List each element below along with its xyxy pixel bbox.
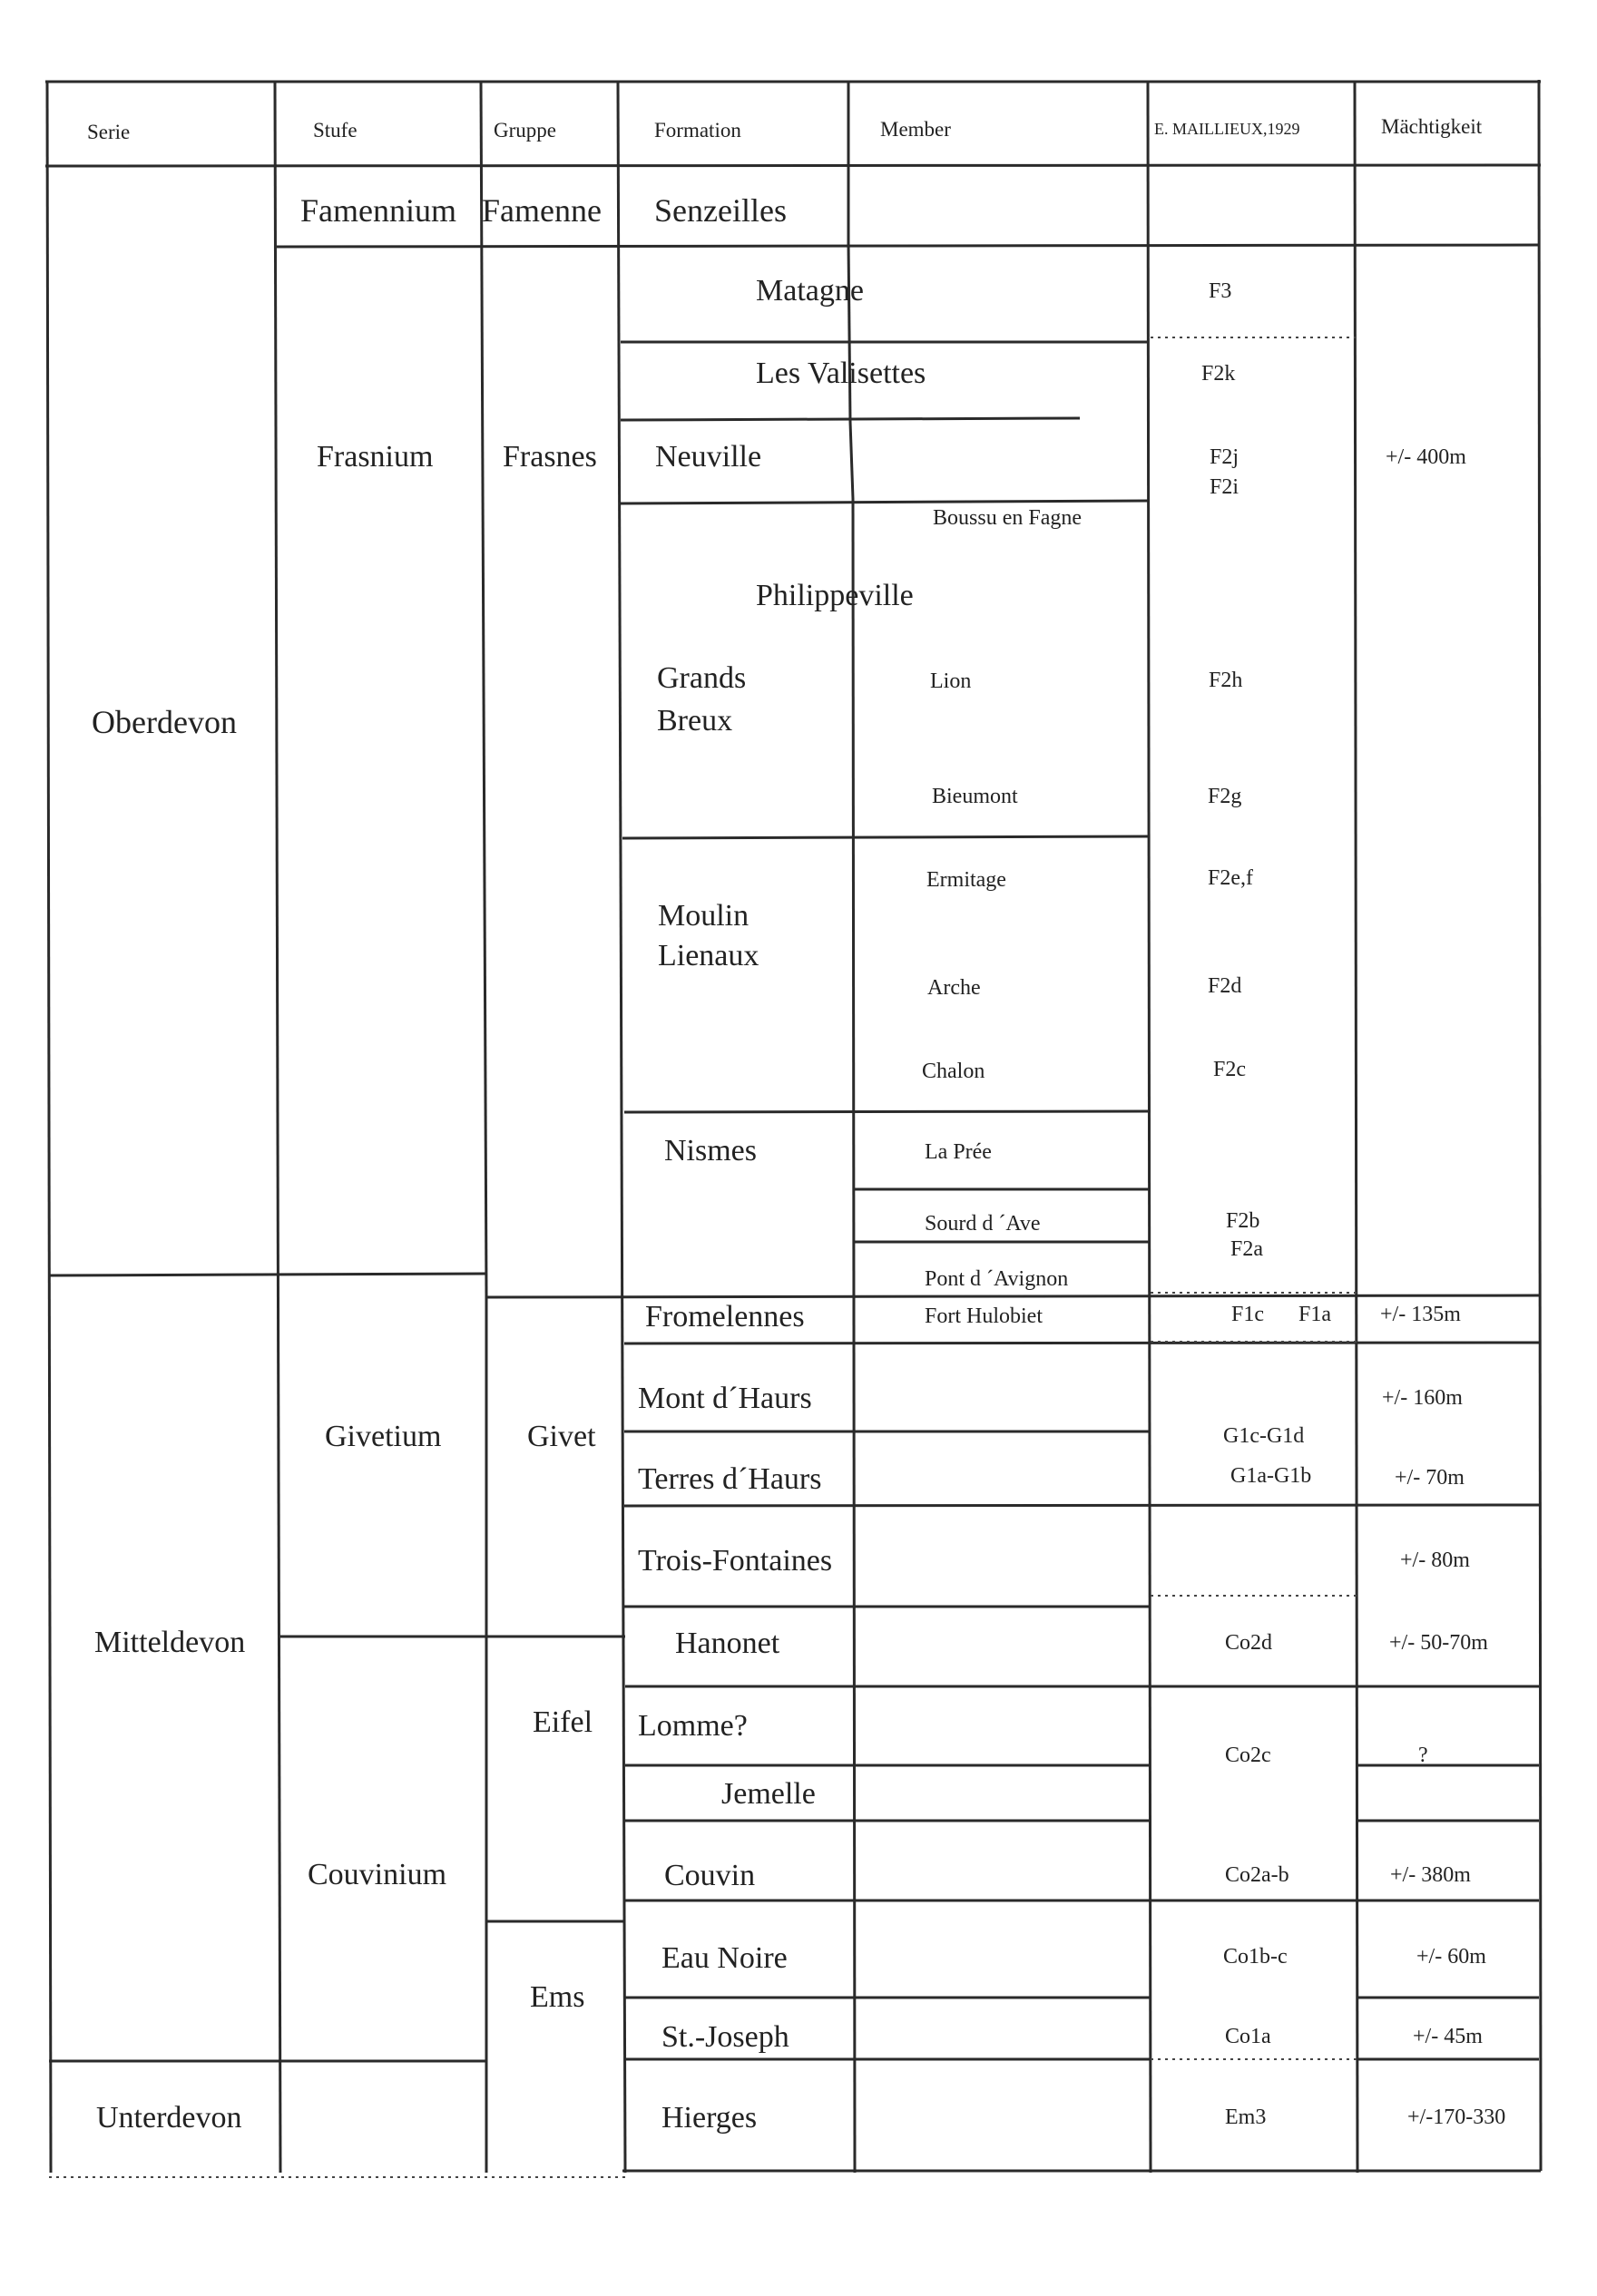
formation-senzeilles: Senzeilles (654, 192, 787, 229)
code-co2c: Co2c (1225, 1744, 1271, 1767)
thickness-trois-fontaines: +/- 80m (1400, 1549, 1470, 1572)
formation-trois-fontaines: Trois-Fontaines (638, 1544, 833, 1578)
member-boussu: Boussu en Fagne (933, 506, 1082, 530)
formation-lienaux: Lienaux (658, 939, 759, 972)
code-em3: Em3 (1225, 2105, 1267, 2129)
frame-left (47, 82, 51, 2173)
thickness-fromelennes: +/- 135m (1380, 1303, 1461, 1326)
code-g1c-g1d: G1c-G1d (1223, 1424, 1305, 1448)
col-formation-right-b (853, 499, 855, 2173)
header-formation: Formation (654, 119, 741, 142)
member-fort-hulobiet: Fort Hulobiet (925, 1304, 1043, 1328)
serie-oberdevon: Oberdevon (92, 704, 237, 740)
col-stufe-right (481, 82, 486, 1295)
code-f2i: F2i (1210, 475, 1239, 499)
frame-right (1539, 80, 1541, 2171)
col-gruppe-right (618, 82, 625, 2173)
matagne-split (848, 243, 850, 422)
header-serie: Serie (87, 121, 131, 143)
code-co2d: Co2d (1225, 1631, 1273, 1655)
code-g1a-g1b: G1a-G1b (1230, 1464, 1312, 1488)
member-bieumont: Bieumont (932, 785, 1018, 808)
formation-terres-dhaurs: Terres d´Haurs (638, 1462, 822, 1496)
formation-hanonet: Hanonet (675, 1627, 780, 1660)
col-formation-right-a (850, 422, 853, 499)
header-bottom (45, 165, 1541, 166)
code-f2j: F2j (1210, 445, 1239, 469)
formation-hierges: Hierges (661, 2101, 758, 2135)
thickness-terres-dhaurs: +/- 70m (1395, 1466, 1465, 1490)
formation-nismes: Nismes (664, 1134, 757, 1168)
header-thickness: Mächtigkeit (1381, 115, 1483, 138)
member-sourd-dave: Sourd d ´Ave (925, 1212, 1041, 1236)
formation-les-valisettes: Les Valisettes (756, 357, 926, 390)
code-f2d: F2d (1208, 974, 1242, 998)
member-pont-davignon: Pont d ´Avignon (925, 1267, 1069, 1291)
gruppe-frasnes: Frasnes (503, 440, 597, 474)
code-f2h: F2h (1209, 669, 1243, 692)
stufe-famennium: Famennium (300, 192, 456, 229)
member-ermitage: Ermitage (926, 868, 1006, 892)
formation-grands: Grands (657, 661, 747, 695)
formation-st-joseph: St.-Joseph (661, 2020, 789, 2054)
thickness-hanonet: +/- 50-70m (1389, 1631, 1488, 1655)
member-chalon: Chalon (922, 1060, 985, 1083)
stufe-frasnium: Frasnium (317, 440, 434, 474)
formation-couvin: Couvin (664, 1859, 756, 1892)
member-arche: Arche (927, 976, 981, 1000)
stufe-givetium: Givetium (325, 1420, 442, 1453)
gruppe-ems: Ems (530, 1980, 585, 2014)
col-member-right (1148, 82, 1151, 2173)
code-f1c: F1c (1231, 1303, 1264, 1326)
gruppe-eifel: Eifel (533, 1705, 593, 1739)
header-gruppe: Gruppe (494, 119, 556, 142)
formation-eau-noire: Eau Noire (661, 1941, 788, 1975)
formation-philippeville: Philippeville (756, 579, 914, 612)
gruppe-famenne: Famenne (482, 192, 602, 229)
thickness-st-joseph: +/- 45m (1413, 2025, 1483, 2048)
gruppe-givet: Givet (527, 1420, 596, 1453)
code-co1a: Co1a (1225, 2025, 1271, 2048)
code-f2k: F2k (1201, 362, 1236, 386)
formation-matagne: Matagne (756, 274, 864, 308)
formation-breux: Breux (657, 704, 733, 738)
formation-mont-dhaurs: Mont d´Haurs (638, 1382, 812, 1415)
header-stufe: Stufe (313, 119, 358, 142)
code-f2g: F2g (1208, 785, 1242, 808)
formation-lomme: Lomme? (638, 1709, 748, 1743)
thickness-frasnes: +/- 400m (1386, 445, 1466, 469)
formation-jemelle: Jemelle (721, 1777, 816, 1811)
stufe-couvinium: Couvinium (308, 1858, 447, 1891)
thickness-mont-dhaurs: +/- 160m (1382, 1386, 1463, 1410)
code-co1bc: Co1b-c (1223, 1945, 1288, 1969)
header-maillieux: E. MAILLIEUX,1929 (1154, 120, 1300, 138)
header-member: Member (880, 118, 951, 141)
thickness-lomme: ? (1418, 1744, 1428, 1767)
formation-moulin: Moulin (658, 899, 750, 933)
code-f2c: F2c (1213, 1058, 1246, 1081)
col-code-right (1355, 82, 1357, 2173)
formation-neuville: Neuville (655, 440, 762, 474)
code-f2ef: F2e,f (1208, 866, 1253, 890)
thickness-eau-noire: +/- 60m (1416, 1945, 1486, 1969)
thickness-hierges: +/-170-330 (1407, 2105, 1506, 2129)
serie-unterdevon: Unterdevon (96, 2101, 242, 2135)
code-f1a: F1a (1298, 1303, 1331, 1326)
code-f2b: F2b (1226, 1209, 1260, 1233)
formation-fromelennes: Fromelennes (645, 1300, 805, 1334)
serie-mitteldevon: Mitteldevon (94, 1626, 246, 1659)
code-co2ab: Co2a-b (1225, 1863, 1289, 1887)
col-serie-right (275, 82, 280, 2173)
code-f2a: F2a (1230, 1237, 1263, 1261)
member-la-pree: La Prée (925, 1140, 992, 1164)
code-f3: F3 (1209, 279, 1232, 303)
thickness-couvin: +/- 380m (1390, 1863, 1471, 1887)
member-lion: Lion (930, 669, 972, 693)
